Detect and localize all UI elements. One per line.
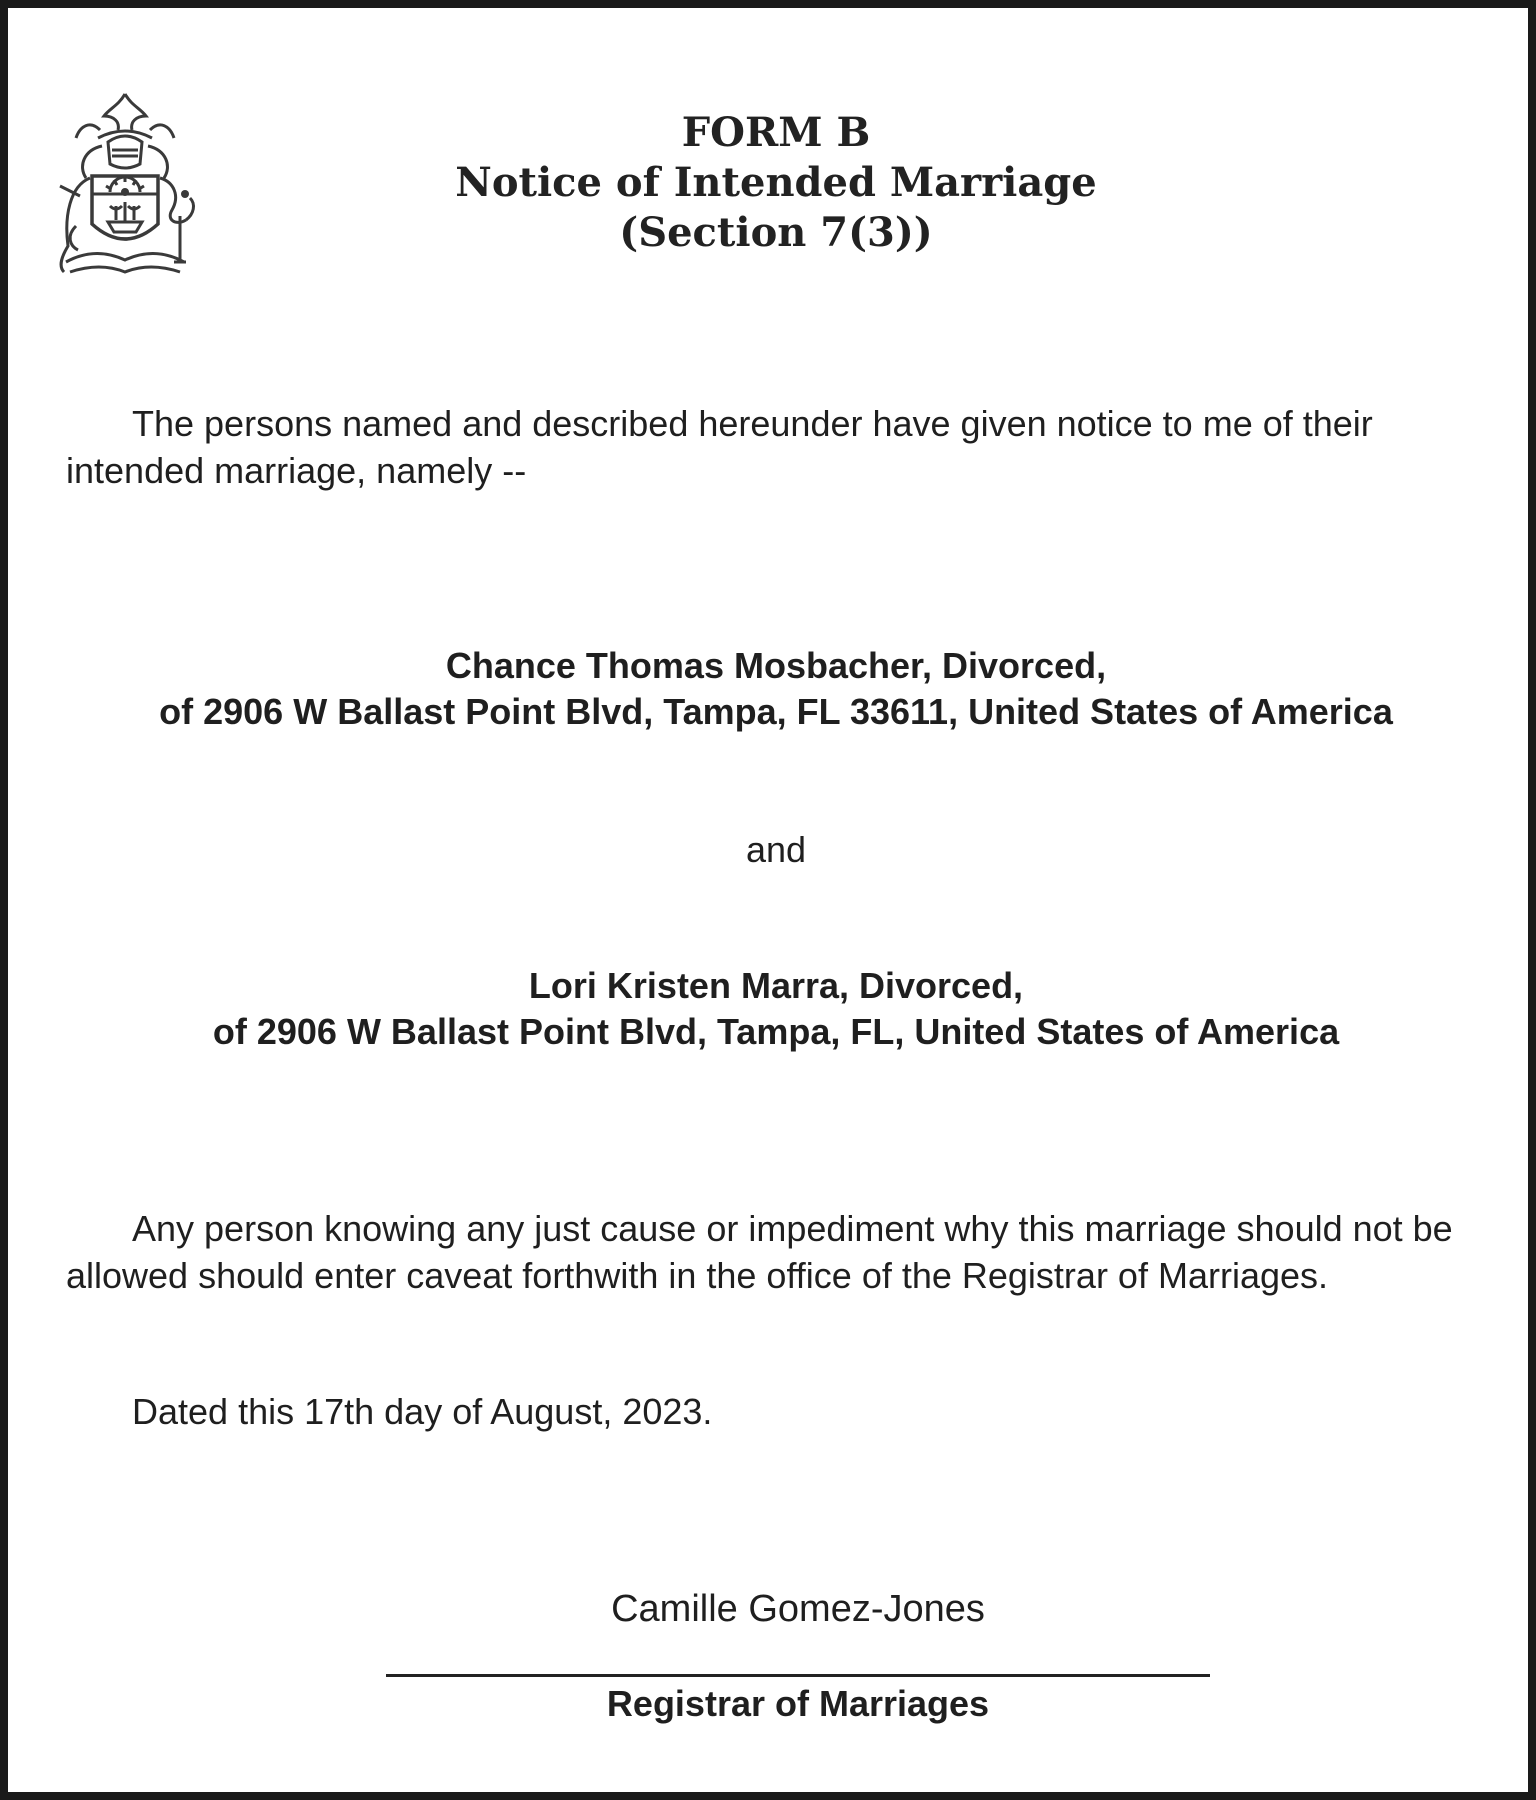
form-title: Notice of Intended Marriage (455, 159, 1097, 206)
party-one-name: Chance Thomas Mosbacher, Divorced, (445, 645, 1107, 686)
intro-paragraph: The persons named and described hereunder have given notice to me of their intended marriage, namely -- (66, 403, 1373, 491)
conjunction: and (745, 829, 807, 870)
form-label: FORM B (681, 109, 871, 156)
signature-line (386, 1674, 1210, 1677)
party-one (8, 643, 1536, 735)
signer-name: Camille Gomez-Jones (611, 1588, 985, 1630)
caveat-paragraph: Any person knowing any just cause or impediment why this marriage should not be allowed should enter caveat forthwith in the office of the Registrar of Marriages. (66, 1208, 1453, 1296)
party-two-address: of 2906 W Ballast Point Blvd, Tampa, FL, United States of America (212, 1011, 1340, 1052)
dated-line: Dated this 17th day of August, 2023. (132, 1391, 713, 1432)
form-section: (Section 7(3)) (619, 209, 933, 256)
form-header (8, 108, 1536, 258)
party-two (8, 963, 1536, 1055)
party-two-name: Lori Kristen Marra, Divorced, (528, 965, 1024, 1006)
party-one-address: of 2906 W Ballast Point Blvd, Tampa, FL 33611, United States of America (159, 691, 1393, 732)
signer-role: Registrar of Marriages (606, 1683, 990, 1724)
